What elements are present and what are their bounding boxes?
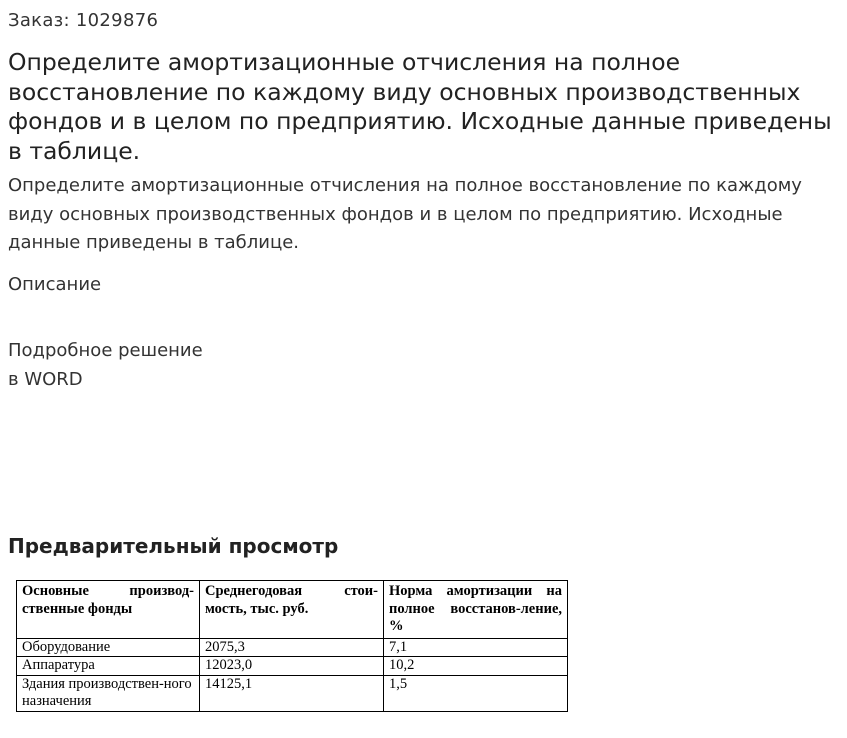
table-cell: Здания производствен-ного назначения xyxy=(17,675,200,711)
table-cell: 12023,0 xyxy=(200,657,384,676)
table-row xyxy=(17,675,568,711)
table-cell: Оборудование xyxy=(17,638,200,657)
solution-line-2: в WORD xyxy=(8,369,83,390)
solution-line-1: Подробное решение xyxy=(8,340,203,361)
task-description: Определите амортизационные отчисления на полное восстановление по каждому виду основных производственных фондов и в целом по предприятию. Исходные данные приведены в таблице. xyxy=(8,175,802,253)
table-cell: 7,1 xyxy=(384,638,568,657)
data-table xyxy=(16,580,568,712)
preview-title: Предварительный просмотр xyxy=(8,534,339,558)
table-cell: 1,5 xyxy=(384,675,568,711)
table-header-cell: Основные производ-ственные фонды xyxy=(17,581,200,639)
table-row xyxy=(17,657,568,676)
order-number: Заказ: 1029876 xyxy=(8,10,159,31)
table-header-cell: Норма амортизации на полное восстанов-ление, % xyxy=(384,581,568,639)
table-header-cell: Среднегодовая стои-мость, тыс. руб. xyxy=(200,581,384,639)
table-header-row xyxy=(17,581,568,639)
solution-info xyxy=(8,336,203,394)
document-preview xyxy=(16,580,568,712)
table-cell: 10,2 xyxy=(384,657,568,676)
description-label: Описание xyxy=(8,274,102,295)
table-cell: 14125,1 xyxy=(200,675,384,711)
table-cell: Аппаратура xyxy=(17,657,200,676)
table-cell: 2075,3 xyxy=(200,638,384,657)
table-row xyxy=(17,638,568,657)
page-title: Определите амортизационные отчисления на полное восстановление по каждому виду основных производственных фондов и в целом по предприятию. Исходные данные приведены в таблице. xyxy=(8,48,832,165)
